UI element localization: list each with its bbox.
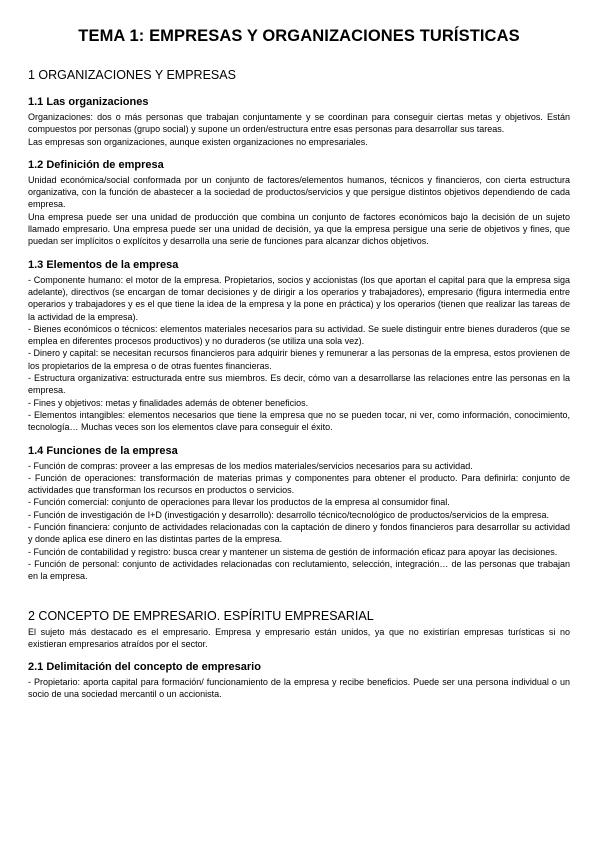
- section-1-3: [28, 259, 570, 434]
- spacer: [28, 594, 570, 609]
- section-2-1: [28, 661, 570, 701]
- list-item: - Dinero y capital: se necesitan recursos financieros para adquirir bienes y remunerar a las personas de la empresa, estos provienen de los propietarios de la empresa o de otras fuentes financieras.: [28, 348, 570, 371]
- section-1-heading: 1 ORGANIZACIONES Y EMPRESAS: [28, 68, 236, 82]
- paragraph: Unidad económica/social conformada por un conjunto de factores/elementos humanos, técnicos y financieros, con cierta estructura organizativa, con la función de abastecer a la sociedad de productos/servicios y que persigue distintos objetivos dependiendo de cada empresa.: [28, 174, 570, 210]
- list-item: - Función de personal: conjunto de actividades relacionadas con reclutamiento, selección, integración… de las personas que trabajan en la empresa.: [28, 558, 570, 582]
- list-item: - Componente humano: el motor de la empresa. Propietarios, socios y accionistas (los que aportan el capital para que la empresa siga adelante), directivos (se encargan de tomar decisiones y de dirigir a los operarios y trabajadores), empresario (figura intermedia entre operarios y trabajadores y es el que tiene la idea de la empresa y la pone en práctica) y los operarios (tienen que realizar las tareas de la actividad de la empresa).: [28, 274, 570, 322]
- section-1-1: [28, 96, 570, 148]
- section-1-4-heading: 1.4 Funciones de la empresa: [28, 444, 178, 457]
- section-1-2: [28, 159, 570, 248]
- list-item: - Función de contabilidad y registro: busca crear y mantener un sistema de gestión de información eficaz para apoyar las decisiones.: [28, 546, 558, 557]
- paragraph: Organizaciones: dos o más personas que trabajan conjuntamente y se coordinan para conseguir ciertas metas y objetivos. Están compuestos por personas (grupo social) y supone un orden/estructura entre esas personas para desarrollar sus tareas.: [28, 112, 570, 135]
- list-item: - Elementos intangibles: elementos necesarios que tiene la empresa que no se pueden tocar, ni ver, como información, conocimiento, tecnología… Muchas veces son los elementos clave para conseguir el éxito.: [28, 409, 570, 433]
- list-item: - Función de investigación de I+D (investigación y desarrollo): desarrollo técnico/tecnológico de productos/servicios de la empresa.: [28, 509, 550, 520]
- document-title: TEMA 1: EMPRESAS Y ORGANIZACIONES TURÍSTICAS: [78, 27, 520, 45]
- section-1-1-heading: 1.1 Las organizaciones: [28, 96, 149, 108]
- list-item: - Función comercial: conjunto de operaciones para llevar los productos de la empresa al consumidor final.: [28, 497, 450, 508]
- paragraph: El sujeto más destacado es el empresario. Empresa y empresario están unidos, ya que no existirían empresas turísticas si no existieran empresarios atraídos por el sector.: [28, 626, 570, 649]
- paragraph: Las empresas son organizaciones, aunque existen organizaciones no empresariales.: [28, 136, 368, 147]
- list-item: - Fines y objetivos: metas y finalidades además de obtener beneficios.: [28, 397, 309, 408]
- section-2: [28, 609, 570, 651]
- section-1-3-heading: 1.3 Elementos de la empresa: [28, 258, 179, 271]
- section-2-heading: 2 CONCEPTO DE EMPRESARIO. ESPÍRITU EMPRESARIAL: [28, 608, 374, 623]
- list-item: - Propietario: aporta capital para formación/ funcionamiento de la empresa y recibe beneficios. Puede ser una persona individual o un socio de una sociedad mercantil o un accionista.: [28, 677, 570, 700]
- paragraph: Una empresa puede ser una unidad de producción que combina un conjunto de factores económicos bajo la decisión de un sujeto llamado empresario. Una empresa puede ser una unidad de decisión, ya que la empresa persigue una serie de objetivos y fines, que puedan ser implícitos o explícitos y desarrolla una serie de funciones para alcanzar dichos objetivos.: [28, 211, 570, 247]
- section-2-1-heading: 2.1 Delimitación del concepto de empresario: [28, 661, 261, 674]
- list-item: - Función de compras: proveer a las empresas de los medios materiales/servicios necesarios para su actividad.: [28, 460, 473, 471]
- list-item: - Estructura organizativa: estructurada entre sus miembros. Es decir, cómo van a desarrollarse las relaciones entre las personas en la empresa.: [28, 373, 570, 396]
- list-item: - Función de operaciones: transformación de materias primas y componentes para obtener el producto. Para definirla: conjunto de actividades que transforman los recursos en productos o servicios.: [28, 472, 570, 496]
- section-1-4: [28, 445, 570, 583]
- section-1-2-heading: 1.2 Definición de empresa: [28, 158, 164, 171]
- list-item: - Bienes económicos o técnicos: elementos materiales necesarios para su actividad. Se suele distinguir entre bienes duraderos (que se emplea en diferentes procesos productivos) y no duraderos (se utiliza una sola vez).: [28, 323, 570, 347]
- list-item: - Función financiera: conjunto de actividades relacionadas con la captación de dinero y fondos financieros para desarrollar su actividad y donde aplica ese dinero en las distintas partes de la empresa.: [28, 522, 570, 545]
